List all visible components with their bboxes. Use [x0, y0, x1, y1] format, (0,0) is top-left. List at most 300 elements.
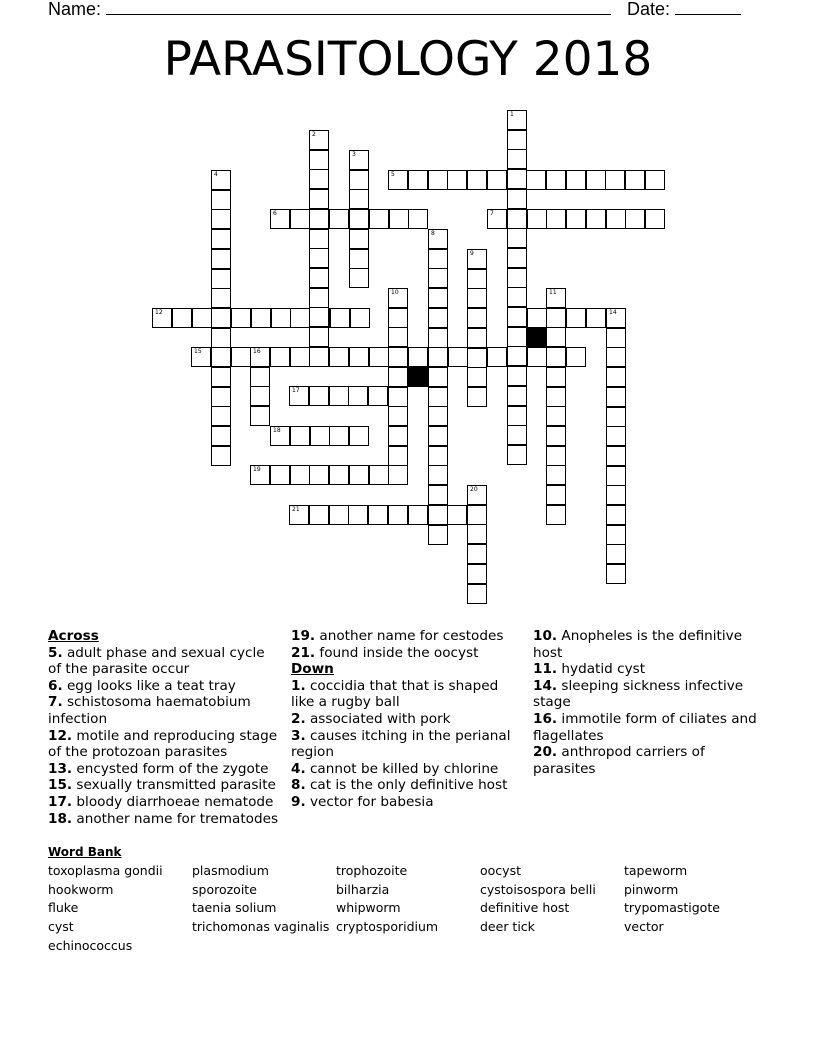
- grid-cell[interactable]: [507, 366, 527, 386]
- grid-cell[interactable]: [487, 170, 507, 190]
- clue-item: [48, 777, 280, 794]
- word-bank-item: bilharzia: [336, 881, 390, 897]
- grid-cell[interactable]: [250, 386, 270, 406]
- word-bank-item: cystoisospora belli: [480, 881, 596, 897]
- grid-cell[interactable]: [507, 327, 527, 347]
- grid-cell[interactable]: [350, 308, 370, 328]
- clue-number-label: 8.: [291, 777, 306, 794]
- grid-cell[interactable]: [546, 406, 566, 426]
- grid-cell[interactable]: [309, 307, 329, 327]
- grid-cell[interactable]: [526, 170, 546, 190]
- grid-cell[interactable]: [586, 308, 606, 328]
- grid-cell[interactable]: [368, 505, 388, 525]
- clue-item: [533, 678, 765, 711]
- across-heading: Across: [48, 628, 99, 644]
- clue-number-label: 1.: [291, 677, 306, 694]
- grid-cell[interactable]: [211, 269, 231, 289]
- grid-cell[interactable]: [388, 327, 408, 347]
- grid-cell[interactable]: [369, 465, 389, 485]
- clue-number: 5: [391, 171, 395, 178]
- grid-cell[interactable]: [507, 445, 527, 465]
- grid-cell[interactable]: [467, 249, 487, 269]
- grid-cell[interactable]: [527, 347, 547, 367]
- grid-cell[interactable]: [566, 308, 586, 328]
- clue-text: another name for cestodes: [315, 628, 504, 644]
- grid-cell[interactable]: [606, 407, 626, 427]
- grid-cell[interactable]: [467, 269, 487, 289]
- grid-cell[interactable]: [309, 465, 329, 485]
- grid-cell[interactable]: [606, 426, 626, 446]
- grid-cell[interactable]: [507, 169, 527, 189]
- clue-number-label: 15.: [48, 777, 73, 794]
- clue-number: 18: [273, 427, 281, 434]
- word-bank-item: trypomastigote: [624, 900, 720, 916]
- grid-cell[interactable]: [507, 149, 527, 169]
- grid-cell[interactable]: [329, 209, 349, 229]
- grid-cell[interactable]: [507, 346, 527, 366]
- grid-cell[interactable]: [467, 524, 487, 544]
- word-bank-item: plasmodium: [192, 863, 269, 878]
- grid-cell[interactable]: [467, 544, 487, 564]
- grid-cell[interactable]: [408, 170, 428, 190]
- grid-cell[interactable]: [487, 209, 507, 229]
- clue-number-label: 12.: [48, 727, 73, 744]
- grid-cell[interactable]: [349, 150, 369, 170]
- grid-cell[interactable]: [507, 287, 527, 307]
- grid-cell[interactable]: [428, 446, 448, 466]
- down-clue-list: [291, 678, 519, 811]
- grid-cell[interactable]: [211, 406, 231, 426]
- grid-cell[interactable]: [211, 209, 231, 229]
- grid-cell[interactable]: [388, 505, 408, 525]
- grid-cell[interactable]: [388, 387, 408, 407]
- clue-number-label: 3.: [291, 727, 306, 744]
- grid-cell[interactable]: [290, 426, 310, 446]
- grid-cell[interactable]: [428, 387, 448, 407]
- grid-cell[interactable]: [566, 170, 586, 190]
- clue-number-label: 16.: [533, 710, 558, 727]
- grid-cell[interactable]: [467, 387, 487, 407]
- grid-cell[interactable]: [527, 209, 547, 229]
- clue-number-label: 4.: [291, 760, 306, 777]
- clue-item: [291, 678, 519, 711]
- clue-item: [533, 661, 765, 678]
- grid-cell[interactable]: [606, 308, 626, 328]
- word-bank-item: tapeworm: [624, 863, 688, 878]
- grid-cell[interactable]: [309, 505, 329, 525]
- grid-cell[interactable]: [289, 386, 309, 406]
- down-clue-list-continued: [533, 628, 765, 777]
- grid-cell[interactable]: [270, 426, 290, 446]
- clue-text: Anopheles is the definitive host: [533, 628, 743, 661]
- grid-cell[interactable]: [211, 328, 231, 348]
- grid-cell[interactable]: [251, 308, 271, 328]
- grid-cell[interactable]: [507, 189, 527, 209]
- clue-text: sexually transmitted parasite: [72, 777, 276, 794]
- word-bank-item: toxoplasma gondii: [48, 863, 163, 878]
- clue-number: 11: [549, 289, 557, 296]
- clue-item: [48, 811, 280, 828]
- grid-cell[interactable]: [428, 347, 448, 367]
- grid-cell[interactable]: [586, 209, 606, 229]
- grid-cell[interactable]: [606, 367, 626, 387]
- clue-number: 10: [391, 289, 399, 296]
- grid-cell[interactable]: [606, 466, 626, 486]
- grid-cell[interactable]: [606, 564, 626, 584]
- clue-text: motile and reproducing stage of the protozoan parasites: [48, 727, 278, 761]
- grid-cell[interactable]: [250, 406, 270, 426]
- clue-number-label: 5.: [48, 644, 63, 661]
- grid-cell[interactable]: [448, 347, 468, 367]
- grid-cell[interactable]: [546, 308, 566, 328]
- grid-cell[interactable]: [388, 367, 408, 387]
- across-clue-list-continued: [291, 628, 519, 661]
- grid-cell[interactable]: [428, 328, 448, 348]
- grid-cell[interactable]: [467, 485, 487, 505]
- grid-cell[interactable]: [507, 209, 527, 229]
- grid-cell[interactable]: [507, 110, 527, 130]
- grid-cell[interactable]: [428, 229, 448, 249]
- grid-cell[interactable]: [270, 347, 290, 367]
- grid-cell[interactable]: [329, 426, 349, 446]
- grid-cell[interactable]: [447, 170, 467, 190]
- clue-item: [291, 777, 519, 794]
- clue-item: [48, 761, 280, 778]
- clue-text: coccidia that that is shaped like a rugby ball: [291, 677, 499, 711]
- clue-number: 4: [214, 171, 218, 178]
- grid-cell[interactable]: [606, 209, 626, 229]
- word-bank-item: taenia solium: [192, 900, 277, 916]
- black-cell: [526, 327, 546, 347]
- grid-cell[interactable]: [290, 209, 310, 229]
- grid-cell[interactable]: [606, 328, 626, 348]
- grid-cell[interactable]: [211, 426, 231, 446]
- word-bank-item: oocyst: [480, 863, 521, 878]
- grid-cell[interactable]: [606, 347, 626, 367]
- clue-number-label: 21.: [291, 644, 316, 661]
- word-bank-title: Word Bank: [48, 845, 122, 859]
- grid-cell[interactable]: [467, 308, 487, 328]
- grid-cell[interactable]: [546, 170, 566, 190]
- clue-item: [48, 728, 280, 761]
- clue-text: causes itching in the perianal region: [291, 727, 511, 761]
- clue-text: hydatid cyst: [557, 661, 646, 678]
- grid-cell[interactable]: [309, 169, 329, 189]
- grid-cell[interactable]: [310, 426, 330, 446]
- grid-cell[interactable]: [546, 505, 566, 525]
- grid-cell[interactable]: [605, 170, 625, 190]
- grid-cell[interactable]: [349, 189, 369, 209]
- grid-cell[interactable]: [309, 130, 329, 150]
- grid-cell[interactable]: [546, 485, 566, 505]
- grid-cell[interactable]: [211, 308, 231, 328]
- grid-cell[interactable]: [289, 505, 309, 525]
- clue-number: 20: [470, 486, 478, 493]
- grid-cell[interactable]: [368, 386, 388, 406]
- grid-cell[interactable]: [606, 446, 626, 466]
- grid-cell[interactable]: [507, 268, 527, 288]
- grid-cell[interactable]: [191, 347, 211, 367]
- grid-cell[interactable]: [467, 288, 487, 308]
- clue-text: immotile form of ciliates and flagellates: [533, 710, 757, 744]
- grid-cell[interactable]: [408, 209, 428, 229]
- grid-cell[interactable]: [231, 347, 251, 367]
- grid-cell[interactable]: [546, 347, 566, 367]
- clue-text: associated with pork: [305, 710, 451, 727]
- grid-cell[interactable]: [428, 426, 448, 446]
- grid-cell[interactable]: [388, 308, 408, 328]
- clue-item: [48, 794, 280, 811]
- clue-text: cat is the only definitive host: [305, 777, 508, 794]
- grid-cell[interactable]: [348, 505, 368, 525]
- clue-item: [291, 645, 519, 662]
- word-bank-item: cyst: [48, 919, 74, 935]
- clue-text: vector for babesia: [305, 793, 434, 810]
- grid-cell[interactable]: [428, 465, 448, 485]
- grid-cell[interactable]: [309, 386, 329, 406]
- name-label: Name:: [48, 0, 102, 19]
- grid-cell[interactable]: [428, 525, 448, 545]
- clue-number: 7: [490, 210, 494, 217]
- grid-cell[interactable]: [625, 170, 645, 190]
- grid-cell[interactable]: [546, 367, 566, 387]
- grid-cell[interactable]: [290, 308, 310, 328]
- grid-cell[interactable]: [211, 229, 231, 249]
- grid-cell[interactable]: [349, 426, 369, 446]
- grid-cell[interactable]: [408, 347, 428, 367]
- grid-cell[interactable]: [152, 308, 172, 328]
- clue-text: adult phase and sexual cycle of the parasite occur: [48, 644, 265, 678]
- word-bank-item: cryptosporidium: [336, 919, 439, 935]
- grid-cell[interactable]: [467, 564, 487, 584]
- grid-cell[interactable]: [546, 446, 566, 466]
- grid-cell[interactable]: [309, 248, 329, 268]
- grid-cell[interactable]: [348, 386, 368, 406]
- clue-number-label: 7.: [48, 694, 63, 711]
- grid-cell[interactable]: [329, 505, 349, 525]
- grid-cell[interactable]: [250, 465, 270, 485]
- clue-number: 8: [431, 230, 435, 237]
- grid-cell[interactable]: [309, 189, 329, 209]
- grid-cell[interactable]: [487, 347, 507, 367]
- clue-number-label: 17.: [48, 793, 73, 810]
- grid-cell[interactable]: [566, 209, 586, 229]
- clue-text: schistosoma haematobium infection: [48, 694, 251, 727]
- clue-number: 21: [292, 506, 300, 513]
- grid-cell[interactable]: [309, 209, 329, 229]
- grid-cell[interactable]: [388, 465, 408, 485]
- clue-item: [533, 711, 765, 744]
- date-label: Date:: [627, 0, 671, 19]
- clue-number-label: 11.: [533, 661, 558, 678]
- grid-cell[interactable]: [428, 505, 448, 525]
- grid-cell[interactable]: [330, 308, 350, 328]
- clue-item: [291, 761, 519, 778]
- grid-cell[interactable]: [329, 465, 349, 485]
- grid-cell[interactable]: [250, 347, 270, 367]
- grid-cell[interactable]: [467, 367, 487, 387]
- clue-number-label: 20.: [533, 744, 558, 761]
- grid-cell[interactable]: [388, 347, 408, 367]
- clue-number: 9: [470, 250, 474, 257]
- clue-item: [48, 678, 280, 695]
- grid-cell[interactable]: [211, 170, 231, 190]
- word-bank-item: sporozoite: [192, 881, 257, 897]
- grid-cell[interactable]: [270, 465, 290, 485]
- grid-cell[interactable]: [546, 327, 566, 347]
- word-bank-item: echinococcus: [48, 937, 133, 953]
- grid-cell[interactable]: [586, 170, 606, 190]
- grid-cell[interactable]: [606, 387, 626, 407]
- grid-cell[interactable]: [428, 249, 448, 269]
- grid-cell[interactable]: [428, 170, 448, 190]
- grid-cell[interactable]: [507, 307, 527, 327]
- word-bank-item: trophozoite: [336, 863, 408, 878]
- grid-cell[interactable]: [211, 446, 231, 466]
- grid-cell[interactable]: [349, 229, 369, 249]
- grid-cell[interactable]: [467, 170, 487, 190]
- grid-cell[interactable]: [231, 308, 251, 328]
- grid-cell[interactable]: [546, 209, 566, 229]
- grid-cell[interactable]: [507, 130, 527, 150]
- clue-number-label: 19.: [291, 628, 316, 644]
- clue-item: [291, 711, 519, 728]
- grid-cell[interactable]: [428, 367, 448, 387]
- clue-number: 16: [253, 348, 261, 355]
- grid-cell[interactable]: [369, 347, 389, 367]
- clue-item: [291, 794, 519, 811]
- grid-cell[interactable]: [507, 248, 527, 268]
- grid-cell[interactable]: [507, 425, 527, 445]
- word-bank-item: vector: [624, 919, 664, 935]
- word-bank-item: whipworm: [336, 900, 401, 916]
- grid-cell[interactable]: [211, 249, 231, 269]
- grid-cell[interactable]: [428, 288, 448, 308]
- word-bank-column: [336, 862, 438, 937]
- grid-cell[interactable]: [309, 288, 329, 308]
- grid-cell[interactable]: [606, 525, 626, 545]
- grid-cell[interactable]: [388, 406, 408, 426]
- grid-cell[interactable]: [566, 347, 586, 367]
- clue-number: 17: [292, 387, 300, 394]
- grid-cell[interactable]: [467, 348, 487, 368]
- grid-cell[interactable]: [211, 367, 231, 387]
- word-bank-item: fluke: [48, 900, 79, 916]
- grid-cell[interactable]: [388, 170, 408, 190]
- grid-cell[interactable]: [172, 308, 192, 328]
- grid-cell[interactable]: [546, 465, 566, 485]
- grid-cell[interactable]: [309, 268, 329, 288]
- grid-cell[interactable]: [250, 367, 270, 387]
- clue-text: cannot be killed by chlorine: [305, 760, 499, 777]
- grid-cell[interactable]: [192, 308, 212, 328]
- grid-cell[interactable]: [447, 505, 467, 525]
- clue-number: 15: [194, 348, 202, 355]
- grid-cell[interactable]: [349, 268, 369, 288]
- grid-cell[interactable]: [290, 347, 310, 367]
- clue-text: found inside the oocyst: [315, 644, 479, 661]
- grid-cell[interactable]: [329, 347, 349, 367]
- grid-cell[interactable]: [507, 406, 527, 426]
- clue-number-label: 9.: [291, 793, 306, 810]
- black-cell: [408, 367, 428, 387]
- down-heading: Down: [291, 661, 334, 678]
- clue-item: [48, 645, 280, 678]
- clue-text: encysted form of the zygote: [72, 760, 269, 777]
- grid-cell[interactable]: [309, 150, 329, 170]
- grid-cell[interactable]: [645, 209, 665, 229]
- grid-cell[interactable]: [428, 406, 448, 426]
- grid-cell[interactable]: [388, 426, 408, 446]
- clue-number: 14: [609, 309, 617, 316]
- grid-cell[interactable]: [369, 209, 389, 229]
- grid-cell[interactable]: [408, 505, 428, 525]
- grid-cell[interactable]: [290, 465, 310, 485]
- grid-cell[interactable]: [428, 268, 448, 288]
- grid-cell[interactable]: [388, 446, 408, 466]
- clue-item: [291, 628, 519, 645]
- grid-cell[interactable]: [349, 465, 369, 485]
- grid-cell[interactable]: [389, 209, 409, 229]
- grid-cell[interactable]: [645, 170, 665, 190]
- across-clue-list: [48, 645, 280, 828]
- clue-text: sleeping sickness infective stage: [533, 677, 744, 711]
- word-bank-column: [48, 862, 163, 956]
- clue-text: anthropod carriers of parasites: [533, 744, 705, 777]
- clue-item: [533, 744, 765, 777]
- grid-cell[interactable]: [309, 347, 329, 367]
- grid-cell[interactable]: [349, 209, 369, 229]
- grid-cell[interactable]: [428, 485, 448, 505]
- grid-cell[interactable]: [546, 288, 566, 308]
- grid-cell[interactable]: [270, 209, 290, 229]
- grid-cell[interactable]: [507, 386, 527, 406]
- clue-item: [533, 628, 765, 661]
- grid-cell[interactable]: [309, 229, 329, 249]
- grid-cell[interactable]: [349, 170, 369, 190]
- word-bank-item: hookworm: [48, 881, 114, 897]
- grid-cell[interactable]: [211, 288, 231, 308]
- grid-cell[interactable]: [527, 308, 547, 328]
- grid-cell[interactable]: [546, 387, 566, 407]
- clue-number: 3: [352, 151, 356, 158]
- grid-cell[interactable]: [388, 288, 408, 308]
- grid-cell[interactable]: [467, 584, 487, 604]
- grid-cell[interactable]: [606, 485, 626, 505]
- clue-text: another name for trematodes: [72, 810, 279, 827]
- grid-cell[interactable]: [349, 249, 369, 269]
- grid-cell[interactable]: [606, 505, 626, 525]
- grid-cell[interactable]: [428, 308, 448, 328]
- grid-cell[interactable]: [507, 228, 527, 248]
- grid-cell[interactable]: [625, 209, 645, 229]
- grid-cell[interactable]: [467, 328, 487, 348]
- grid-cell[interactable]: [349, 347, 369, 367]
- clue-number: 19: [253, 466, 261, 473]
- page-title: PARASITOLOGY 2018: [163, 32, 653, 87]
- grid-cell[interactable]: [211, 347, 231, 367]
- grid-cell[interactable]: [271, 308, 291, 328]
- grid-cell[interactable]: [309, 327, 329, 347]
- grid-cell[interactable]: [211, 190, 231, 210]
- grid-cell[interactable]: [467, 505, 487, 525]
- clue-number-label: 13.: [48, 760, 73, 777]
- grid-cell[interactable]: [546, 426, 566, 446]
- clue-number-label: 6.: [48, 677, 63, 694]
- grid-cell[interactable]: [606, 544, 626, 564]
- grid-cell[interactable]: [211, 387, 231, 407]
- grid-cell[interactable]: [329, 386, 349, 406]
